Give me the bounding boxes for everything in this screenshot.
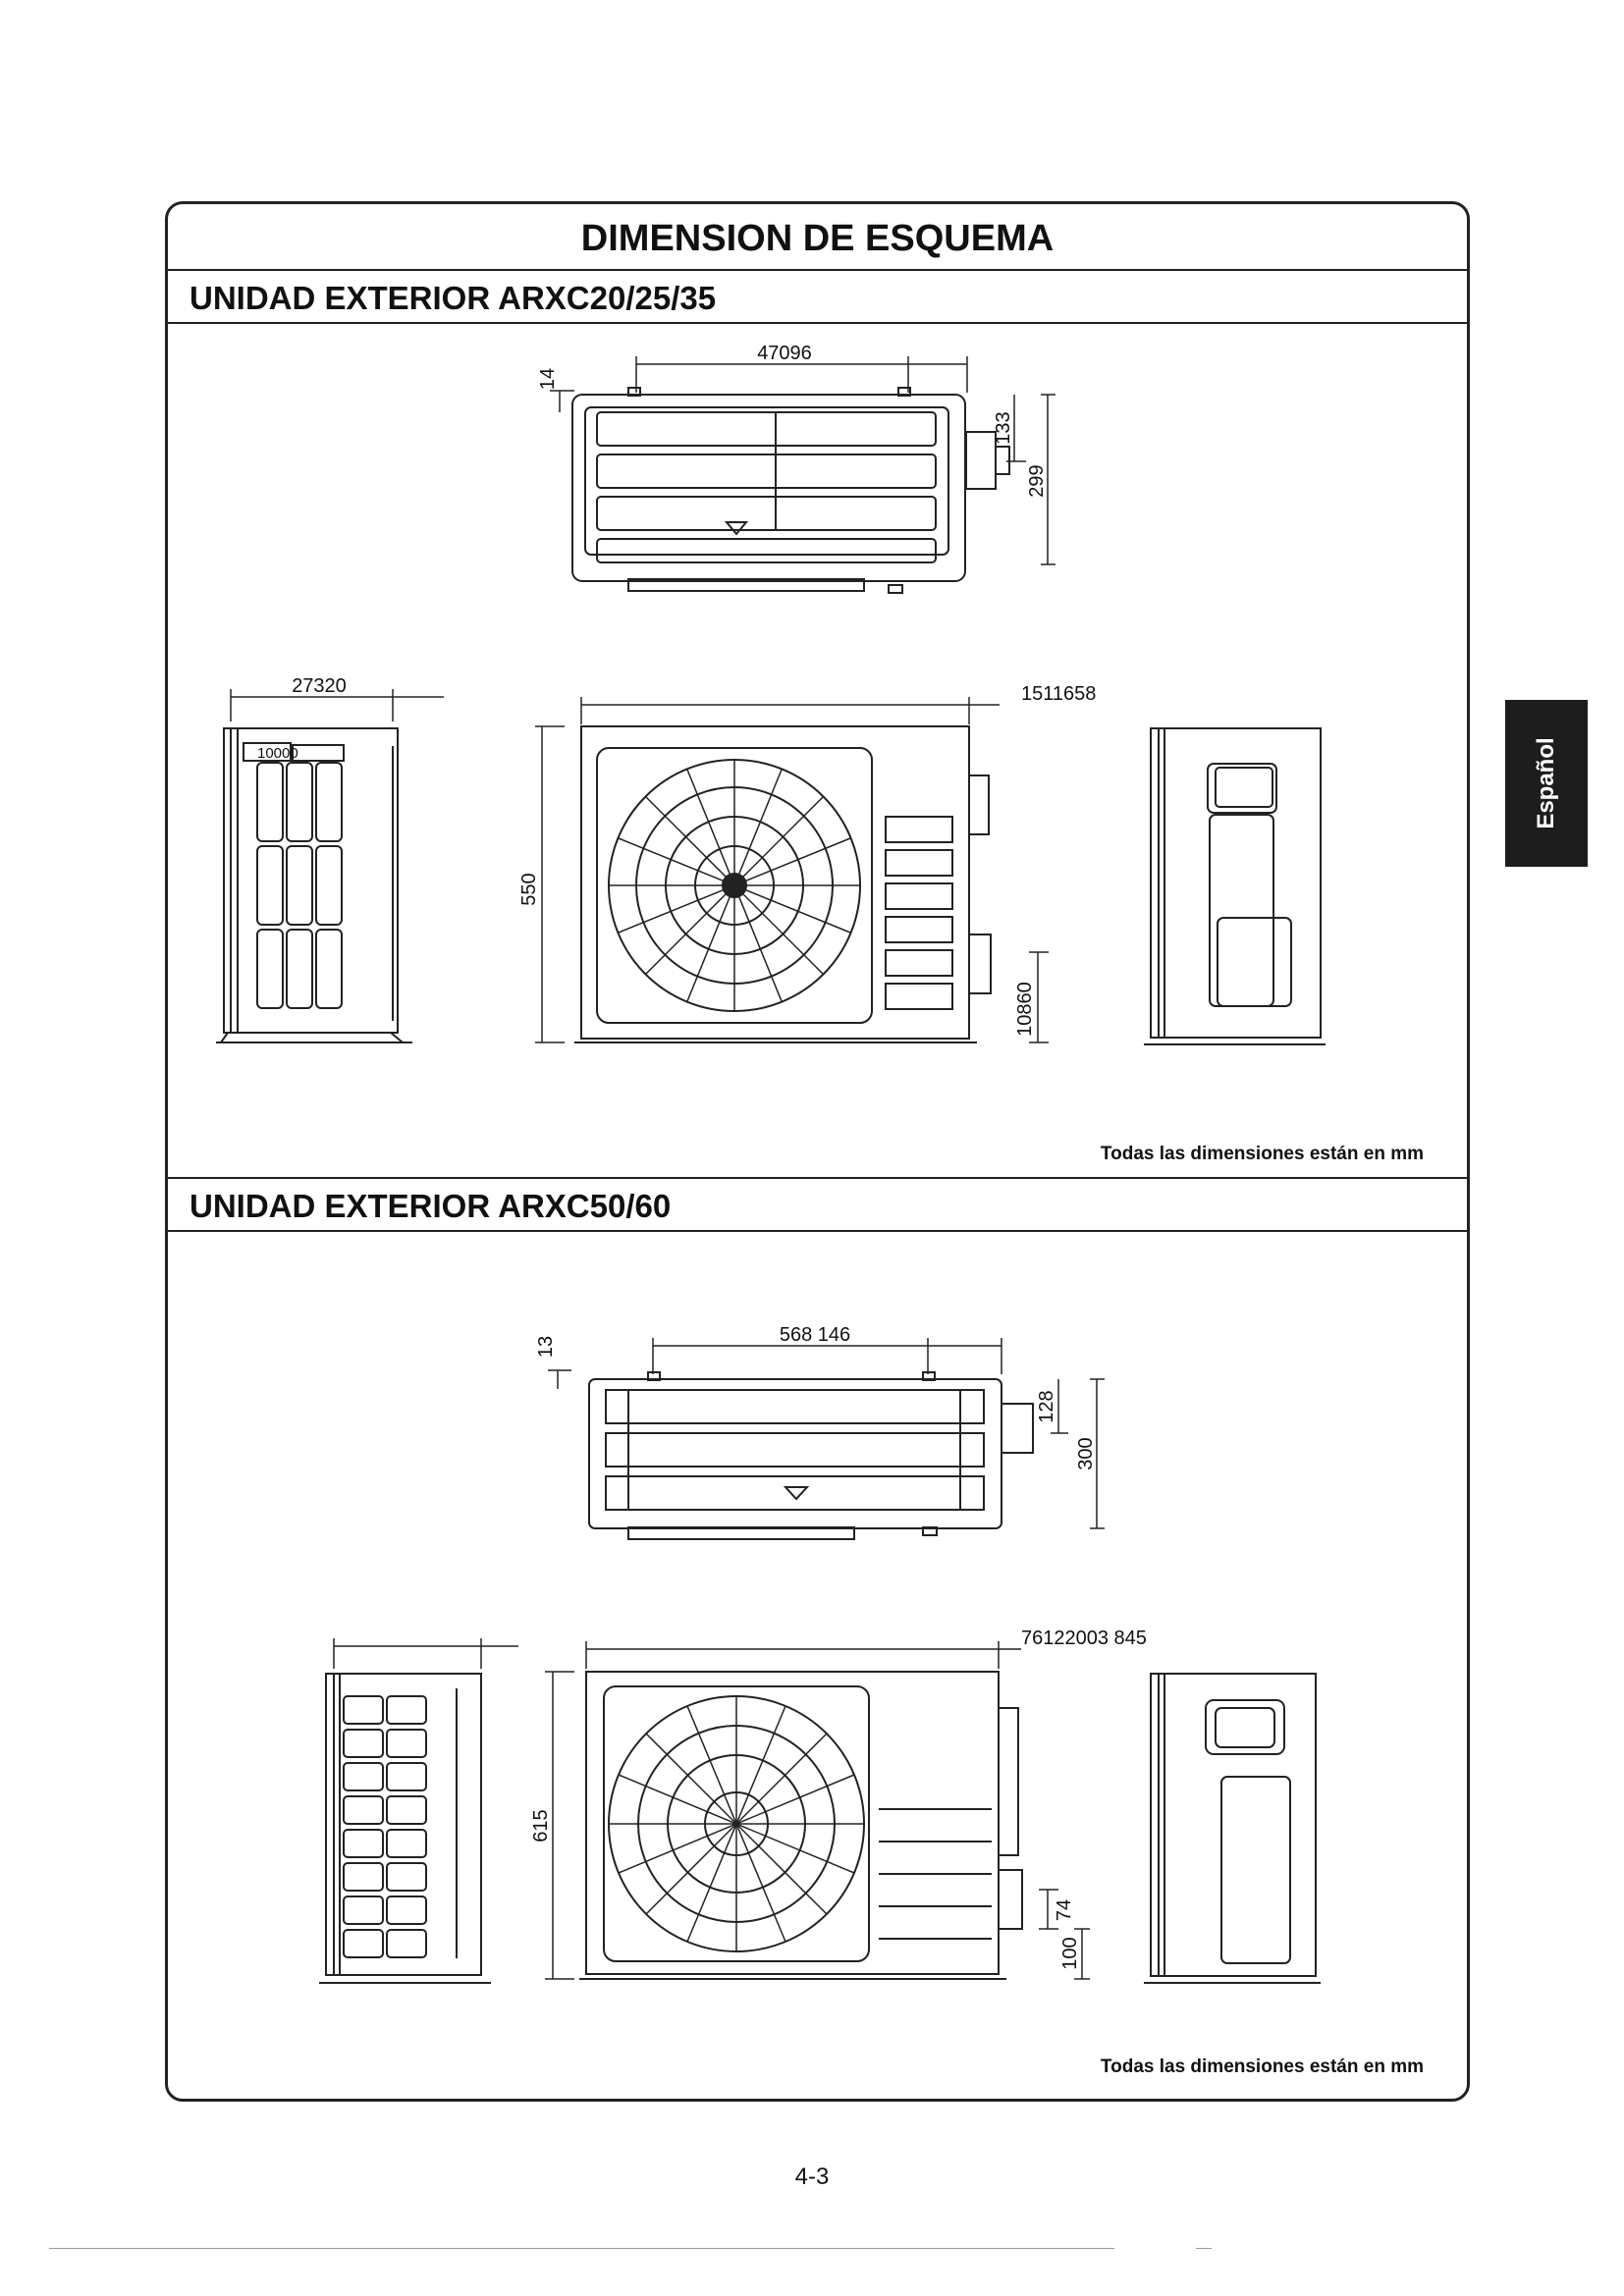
unit2-side-view-right xyxy=(1144,1674,1321,1983)
language-tab-label: Español xyxy=(1533,737,1559,829)
unit1-panel-label: 10000 xyxy=(257,745,298,762)
dim-unit1-top-133: 133 xyxy=(993,411,1014,445)
dim-unit2-front-height: 615 xyxy=(530,1809,552,1842)
footer-mark xyxy=(1196,2248,1212,2249)
dim-unit1-top-14: 14 xyxy=(537,367,559,391)
dimension-note-2: Todas las dimensiones están en mm xyxy=(1100,2056,1424,2077)
dim-unit2-front-74: 74 xyxy=(1054,1898,1075,1922)
dim-unit2-top-300: 300 xyxy=(1075,1437,1097,1470)
dim-unit2-front-100: 100 xyxy=(1059,1937,1081,1970)
unit2-front-view xyxy=(579,1672,1022,1979)
section-title-2: UNIDAD EXTERIOR ARXC50/60 xyxy=(168,1179,1467,1232)
language-tab xyxy=(1505,700,1588,867)
dim-unit2-top-128: 128 xyxy=(1036,1390,1057,1423)
unit1-top-view xyxy=(572,388,1009,593)
unit1-top-dimensions xyxy=(550,356,1056,564)
unit2-side-view-left xyxy=(319,1674,491,1983)
dim-unit2-top-width: 568 146 xyxy=(779,1324,851,1346)
dim-unit2-top-13: 13 xyxy=(535,1335,557,1359)
dim-unit1-front-height: 550 xyxy=(518,873,540,906)
dim-unit1-side-depth: 27320 xyxy=(292,675,347,697)
page-title: DIMENSION DE ESQUEMA xyxy=(168,204,1467,271)
dimension-note-1: Todas las dimensiones están en mm xyxy=(1100,1144,1424,1164)
section-title-1: UNIDAD EXTERIOR ARXC20/25/35 xyxy=(168,271,1467,324)
dim-unit1-top-width: 47096 xyxy=(757,343,812,364)
dim-unit1-top-299: 299 xyxy=(1026,464,1048,498)
unit2-top-view xyxy=(589,1372,1033,1539)
page-number: 4-3 xyxy=(794,2163,830,2190)
dim-unit1-front-10860: 10860 xyxy=(1014,982,1036,1037)
dim-unit2-front-top: 76122003 845 xyxy=(1021,1628,1147,1649)
footer-rule xyxy=(49,2248,1114,2249)
unit1-side-view-left xyxy=(216,728,412,1042)
unit2-side-dimensions xyxy=(334,1638,518,1669)
unit1-side-view-right xyxy=(1144,728,1326,1044)
dim-unit1-front-top: 1511658 xyxy=(1021,683,1097,705)
unit1-front-view xyxy=(574,726,991,1042)
